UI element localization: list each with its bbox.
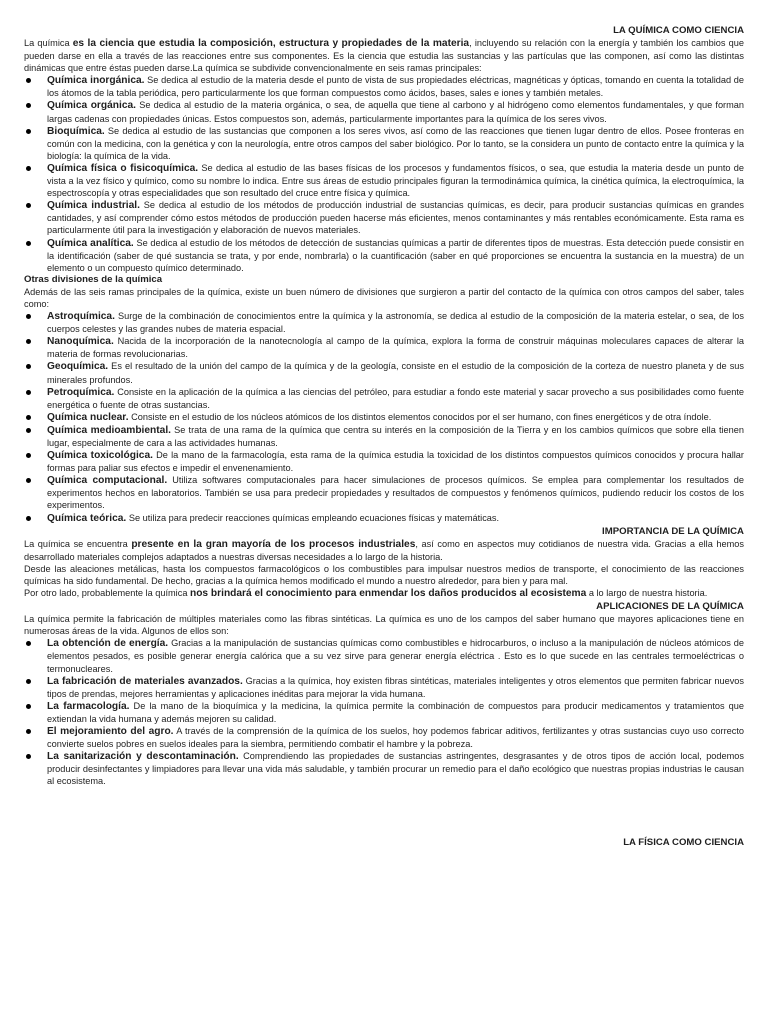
item-term: Geoquímica.	[47, 361, 109, 373]
item-text: De la mano de la farmacología, esta rama de la química estudia la toxicidad de los distintos compuestos químicos conocidos y procura hallar formas para paliar sus efectos e impedir el envenenamiento.	[47, 450, 744, 474]
item-term: La sanitarización y descontaminación.	[47, 751, 239, 763]
importance-text-c: , así como en aspectos muy cotidianos de nuestra vida. Gracias a ella hemos desarrollado materiales complejos adaptados a nuestras diversas necesidades a lo largo de la historia.	[24, 538, 744, 562]
item-text: Nacida de la incorporación de la nanotecnología al campo de la química, explora la forma de construir máquinas moleculares capaces de alterar la materia de formas revolucionarias.	[47, 336, 744, 360]
item-term: La farmacología.	[47, 700, 130, 712]
item-text: Consiste en la aplicación de la química a las ciencias del petróleo, para estudiar a fondo este material y sacar provecho a sus posibilidades como fuente energética o fuente de otras sustancias.	[47, 386, 744, 410]
list-item	[24, 700, 744, 725]
item-text: Gracias a la química, hoy existen fibras sintéticas, materiales inteligentes y otros elementos que permiten fabricar nuevos tipos de prendas, mejores herramientas y aplicaciones inéditas para mejorar la vida humana.	[47, 675, 744, 699]
item-term: Petroquímica.	[47, 386, 115, 398]
applications-list	[24, 637, 744, 787]
list-item	[24, 424, 744, 449]
item-text: Es el resultado de la unión del campo de la química y de la geología, consiste en el estudio de la composición de la corteza de nuestro planeta y de sus minerales profundos.	[47, 361, 744, 385]
section-title-quimica-como-ciencia: LA QUÍMICA COMO CIENCIA	[613, 25, 744, 36]
importance-paragraph-1	[24, 538, 744, 563]
importance-p3-text-a: Por otro lado, probablemente la química	[24, 588, 190, 599]
list-item	[24, 750, 744, 787]
branches-list	[24, 74, 744, 274]
item-term: Bioquímica.	[47, 125, 105, 137]
item-term: Química analítica.	[47, 237, 134, 249]
item-text: Utiliza softwares computacionales para hacer simulaciones de procesos químicos. Se emplea para complementar los resultados de experimentos hechos en laboratorios. También se usa para predecir propiedades y resultados de compuestos y fenómenos químicos, pudiendo reducir los costos de los experimentos.	[47, 475, 745, 511]
item-text: Se utiliza para predecir reacciones químicas empleando ecuaciones físicas y matemáticas.	[126, 512, 500, 523]
item-text: Surge de la combinación de conocimientos entre la química y la astronomía, se dedica al estudio de la composición de la materia estelar, o sea, de los cuerpos celestes y las grandes nubes de materia espacial.	[47, 311, 744, 335]
item-text: Comprendiendo las propiedades de sustancias astringentes, desgrasantes y de otros tipos de acción local, podemos producir desinfectantes y limpiadores para llevar una vida más saludable, y también procurar un remedio para el daño ecológico que nuestras propias industrias le causan al ecosistema.	[47, 751, 744, 787]
item-text: Se dedica al estudio de la materia desde el punto de vista de sus propiedades eléctricas, magnéticas y ópticas, tomando en cuenta la totalidad de los átomos de la tabla periódica, pero particularmente los que forman compuestos como ácidos, bases, sales e iones y también metales.	[47, 75, 745, 99]
item-term: El mejoramiento del agro.	[47, 725, 174, 737]
intro-text-a: La química	[24, 38, 73, 48]
intro-paragraph	[24, 37, 744, 74]
section-title-aplicaciones: APLICACIONES DE LA QUÍMICA	[596, 601, 744, 613]
list-item	[24, 335, 744, 360]
page-gap	[24, 787, 744, 829]
list-item	[24, 99, 744, 124]
applications-intro: La química permite la fabricación de múltiples materiales como las fibras sintéticas. La química es uno de los campos del saber humano que mayores aplicaciones tiene en numerosas áreas de la vida. Algunos de ellos son:	[24, 614, 744, 637]
item-text: A través de la comprensión de la química de los suelos, hoy podemos fabricar aditivos, fertilizantes y otras sustancias cuyo uso correcto convierte suelos pobres en suelos ideales para la siembra, permitiendo combatir el hambre y la pobreza.	[47, 725, 745, 750]
item-text: Gracias a la manipulación de sustancias químicas como combustibles e hidrocarburos, o incluso a la manipulación de núcleos atómicos de elementos pesados, es posible generar energía calórica que a su vez sirve para generar energía eléctrica . Esto es lo que sucede en las centrales termoeléctricas o termonucleares.	[47, 638, 744, 674]
item-term: Química industrial.	[47, 200, 140, 212]
item-term: Química teórica.	[47, 512, 127, 524]
section-title-otras-divisiones: Otras divisiones de la química	[24, 273, 163, 285]
list-item	[24, 310, 744, 335]
item-text: Se dedica al estudio de los métodos de producción industrial de sustancias químicas, es decir, para producir sustancias químicas en grandes cantidades, y así comprender cómo estos métodos de producción pueden hacerse más eficientes, menos contaminantes y más rentables económicamente. Esta rama es particularmente útil para la investigación y elaboración de nuevos materiales.	[47, 200, 744, 236]
list-item	[24, 637, 744, 674]
section-title-fisica-como-ciencia: LA FÍSICA COMO CIENCIA	[623, 837, 744, 849]
divisions-intro: Además de las seis ramas principales de la química, existe un buen número de divisiones que surgieron a partir del contacto de la química con otros campos del saber, tales como:	[24, 286, 744, 309]
item-text: Se dedica al estudio de la materia orgánica, o sea, de aquella que tiene al carbono y al hidrógeno como elementos fundamentales, y que forman largas cadenas con propiedades únicas. Estos compuestos son, además, particularmente importantes para la química de los seres vivos.	[47, 100, 744, 124]
importance-text-a: La química se encuentra	[24, 538, 132, 549]
item-text: De la mano de la bioquímica y la medicina, la química permite la combinación de compuestos para producir medicamentos y tratamientos que extiendan la vida humana y además mejoren su calidad.	[47, 700, 744, 724]
importance-text-bold: presente en la gran mayoría de los procesos industriales	[131, 538, 416, 550]
list-item	[24, 237, 744, 274]
section-title-importancia: IMPORTANCIA DE LA QUÍMICA	[602, 525, 744, 537]
list-item	[24, 675, 744, 700]
list-item	[24, 725, 744, 750]
importance-paragraph-2: Desde las aleaciones metálicas, hasta los compuestos farmacológicos o los combustibles para impulsar nuestros medios de transporte, el conocimiento de las reacciones químicas ha sido fundamental. De hecho, gracias a la química hemos modificado el mundo a nuestro alrededor, para bien y para mal.	[24, 563, 744, 586]
importance-paragraph-3	[24, 587, 744, 600]
item-term: Química inorgánica.	[47, 75, 145, 87]
list-item	[24, 512, 744, 525]
list-item	[24, 199, 744, 236]
intro-text-c: , incluyendo su relación con la energía y también los cambios que pueden darse en ella a través de las reacciones entre sus componentes. Es la ciencia que estudia las sustancias y las partículas que las componen, así como las distintas dinámicas que entre éstas pueden darse.La química se subdivide convencionalmente en seis ramas principales:	[24, 38, 745, 74]
list-item	[24, 360, 744, 385]
item-term: Química medioambiental.	[47, 424, 171, 436]
list-item	[24, 449, 744, 474]
item-text: Se dedica al estudio de las bases físicas de los procesos y fundamentos físicos, o sea, que estudia la materia desde un punto de vista a la vez físico y químico, como su nombre lo indica. Entre sus áreas de estudio principales figuran la termodinámica química, la cinética química, la electroquímica, la espectroscopía y otras especialidades que son resultado del cruce entre física y química.	[47, 162, 744, 199]
item-text: Se dedica al estudio de las sustancias que componen a los seres vivos, así como de las reacciones que tienen lugar dentro de ellos. Posee fronteras en común con la medicina, con la genética y con la neurología, entre otros campos del saber biológico. Por lo tanto, se la considera un punto de contacto entre la química y la biología: la química de la vida.	[47, 125, 744, 161]
item-text: Consiste en el estudio de los núcleos atómicos de los distintos elementos conocidos por el ser humano, con fines energéticos y de otra índole.	[128, 411, 712, 422]
list-item	[24, 386, 744, 411]
item-term: Química computacional.	[47, 475, 168, 487]
importance-p3-text-bold: nos brindará el conocimiento para enmendar los daños producidos al ecosistema	[189, 588, 587, 600]
item-term: Química nuclear.	[47, 411, 129, 423]
divisions-list	[24, 310, 744, 525]
item-term: La fabricación de materiales avanzados.	[47, 675, 243, 687]
item-term: Química orgánica.	[47, 100, 136, 112]
item-term: La obtención de energía.	[47, 638, 169, 650]
list-item	[24, 125, 744, 162]
item-text: Se trata de una rama de la química que centra su interés en la composición de la Tierra y en los cambios químicos que sobre ella tienen lugar, especialmente de cara a las actividades humanas.	[47, 424, 744, 448]
item-term: Química física o fisicoquímica.	[47, 162, 199, 174]
list-item	[24, 474, 744, 511]
item-term: Química toxicológica.	[47, 450, 153, 462]
intro-text-bold: es la ciencia que estudia la composición, estructura y propiedades de la materia	[72, 38, 470, 49]
list-item	[24, 74, 744, 99]
item-term: Nanoquímica.	[47, 336, 114, 348]
list-item	[24, 162, 744, 199]
importance-p3-text-c: a lo largo de nuestra historia.	[586, 588, 708, 599]
item-text: Se dedica al estudio de los métodos de detección de sustancias químicas a partir de diferentes tipos de muestras. Esta detección puede consistir en la identificación (saber de qué sustancia se trata, y por ende, nombrarla) o la cuantificación (saber en qué proporciones se encuentra la sustancia en la muestra) de un elemento o un compuesto químico determinado.	[47, 237, 744, 273]
list-item	[24, 411, 744, 424]
item-term: Astroquímica.	[47, 311, 115, 323]
